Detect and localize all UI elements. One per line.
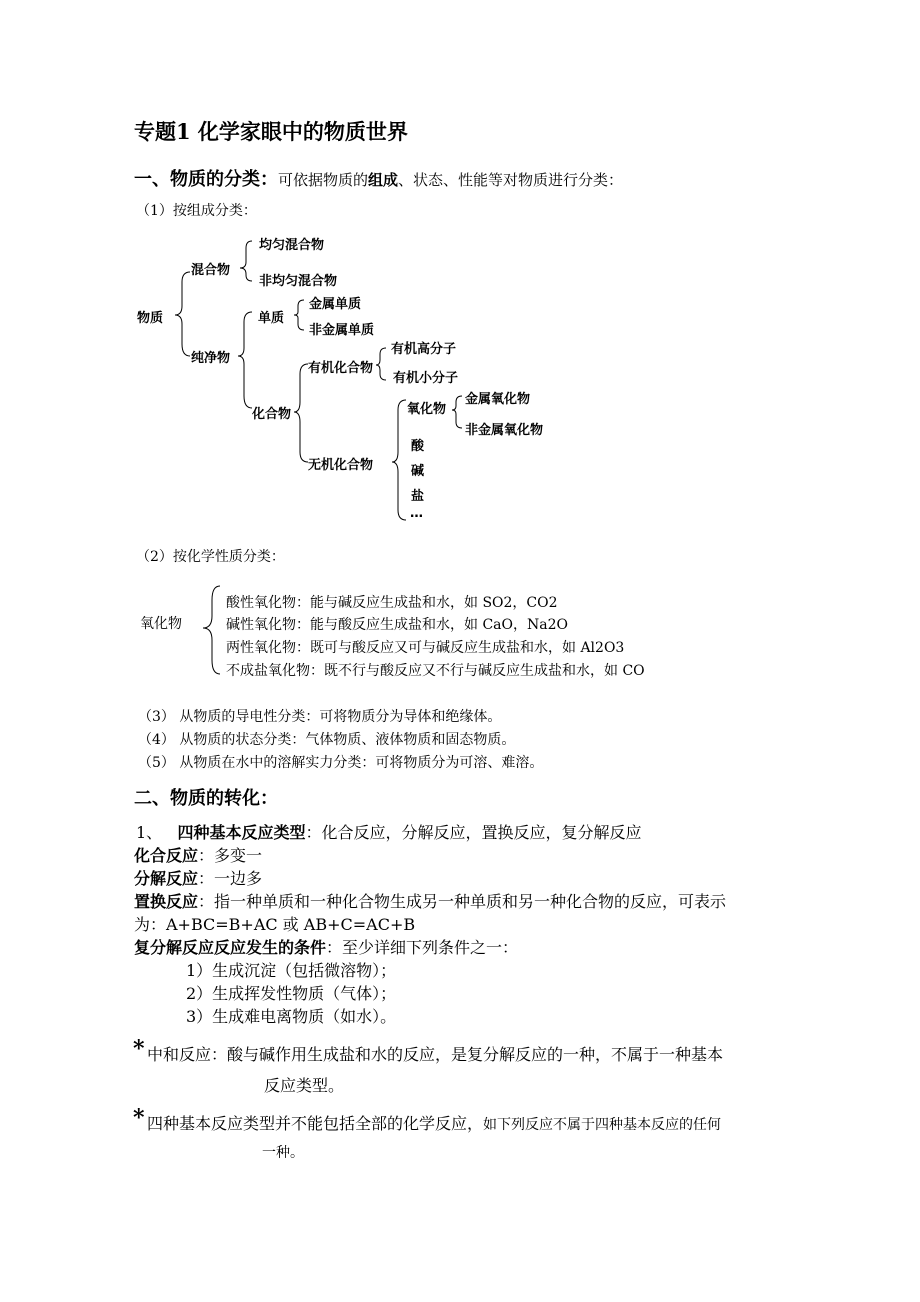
note-1-star: * [133,1036,145,1062]
combination-label: 化合反应 [134,846,199,865]
oxide-item-amphoteric: 两性氧化物：既可与酸反应又可与碱反应生成盐和水，如 Al2O3 [226,640,625,656]
brace-root [175,272,190,356]
subsection-3: （3） 从物质的导电性分类：可将物质分为导体和绝缘体。 [138,709,502,725]
tree-heterogeneous: 非均匀混合物 [259,274,338,289]
oxide-item-neutral: 不成盐氧化物：既不行与酸反应又不行与碱反应生成盐和水，如 CO [226,663,645,679]
subsection-5: （5） 从物质在水中的溶解实力分类：可将物质分为可溶、难溶。 [138,755,544,771]
displacement-line [134,889,726,912]
brace-oxide [452,396,462,428]
tree-mixture: 混合物 [191,263,231,278]
oxide-label: 氧化物 [140,616,182,632]
brace-organic [376,348,386,380]
brace-oxide-props [203,586,220,674]
tree-metal-oxide: 金属氧化物 [465,392,531,407]
tree-organic-high: 有机高分子 [391,342,457,357]
note-1-line-2: 反应类型。 [264,1076,345,1095]
tree-pure: 纯净物 [191,351,231,366]
note-1-line-1: 中和反应：酸与碱作用生成盐和水的反应，是复分解反应的一种，不属于一种基本 [147,1045,724,1064]
note-2-line-1a: 四种基本反应类型并不能包括全部的化学反应， [147,1114,484,1133]
brace-element [294,300,304,330]
condition-1: 1）生成沉淀（包括微溶物）； [186,961,397,980]
oxide-item-basic: 碱性氧化物：能与酸反应生成盐和水，如 CaO，Na2O [226,617,568,633]
subsection-1: （1）按组成分类： [136,203,257,219]
tree-ellipsis: … [410,506,423,521]
displacement-label: 置换反应 [134,892,199,911]
tree-root: 物质 [137,311,164,326]
tree-acid: 酸 [411,439,425,454]
decomposition-line [134,866,262,889]
brace-mixture [240,241,252,281]
brace-inorganic [392,400,406,520]
section-1-desc-pre: 可依据物质的 [278,171,369,189]
oxide-item-acidic: 酸性氧化物：能与碱反应生成盐和水，如 SO2，CO2 [226,595,558,611]
tree-organic: 有机化合物 [308,361,374,376]
section-1-desc-post: 、状态、性能等对物质进行分类： [398,171,624,189]
section-1-desc-bold: 组成 [368,171,399,189]
combination-line [134,843,262,866]
subsection-4: （4） 从物质的状态分类：气体物质、液体物质和固态物质。 [138,732,516,748]
note-2-line-1b: 如下列反应不属于四种基本反应的任何 [483,1117,722,1133]
reaction-types-line [136,820,641,843]
page-title: 专题1 化学家眼中的物质世界 [134,119,408,144]
tree-organic-small: 有机小分子 [393,371,459,386]
item-1-number: 1、 [136,823,163,842]
section-1-heading: 一、物质的分类： [134,169,278,190]
tree-inorganic: 无机化合物 [308,458,374,473]
tree-nonmetal-element: 非金属单质 [309,323,375,338]
tree-homogeneous: 均匀混合物 [259,238,325,253]
note-2-line-1 [147,1111,721,1134]
tree-salt: 盐 [411,489,425,504]
brace-compound [294,364,308,462]
displacement-text: ：指一种单质和一种化合物生成另一种单质和另一种化合物的反应，可表示 [198,892,727,911]
item-1-text: ：化合反应，分解反应，置换反应，复分解反应 [305,823,642,842]
combination-text: ：多变一 [198,846,263,865]
brace-pure [238,312,252,408]
double-displacement-line [134,935,518,958]
tree-metal-element: 金属单质 [309,297,362,312]
displacement-line-2: 为：A+BC=B+AC 或 AB+C=AC+B [134,915,416,934]
condition-2: 2）生成挥发性物质（气体）； [186,984,397,1003]
condition-3: 3）生成难电离物质（如水）。 [186,1007,397,1026]
item-1-bold: 四种基本反应类型 [177,823,306,842]
subsection-2: （2）按化学性质分类： [136,549,285,565]
section-2-heading: 二、物质的转化： [134,788,278,809]
tree-element: 单质 [258,311,285,326]
double-displacement-text: ：至少详细下列条件之一： [326,938,519,957]
decomposition-text: ：一边多 [198,869,263,888]
tree-nonmetal-oxide: 非金属氧化物 [465,423,544,438]
note-2-star: * [133,1105,145,1131]
tree-oxide: 氧化物 [407,402,447,417]
decomposition-label: 分解反应 [134,869,199,888]
note-2-line-2: 一种。 [262,1145,304,1161]
double-displacement-label: 复分解反应反应发生的条件 [134,938,327,957]
tree-compound: 化合物 [252,407,292,422]
tree-base: 碱 [411,464,425,479]
